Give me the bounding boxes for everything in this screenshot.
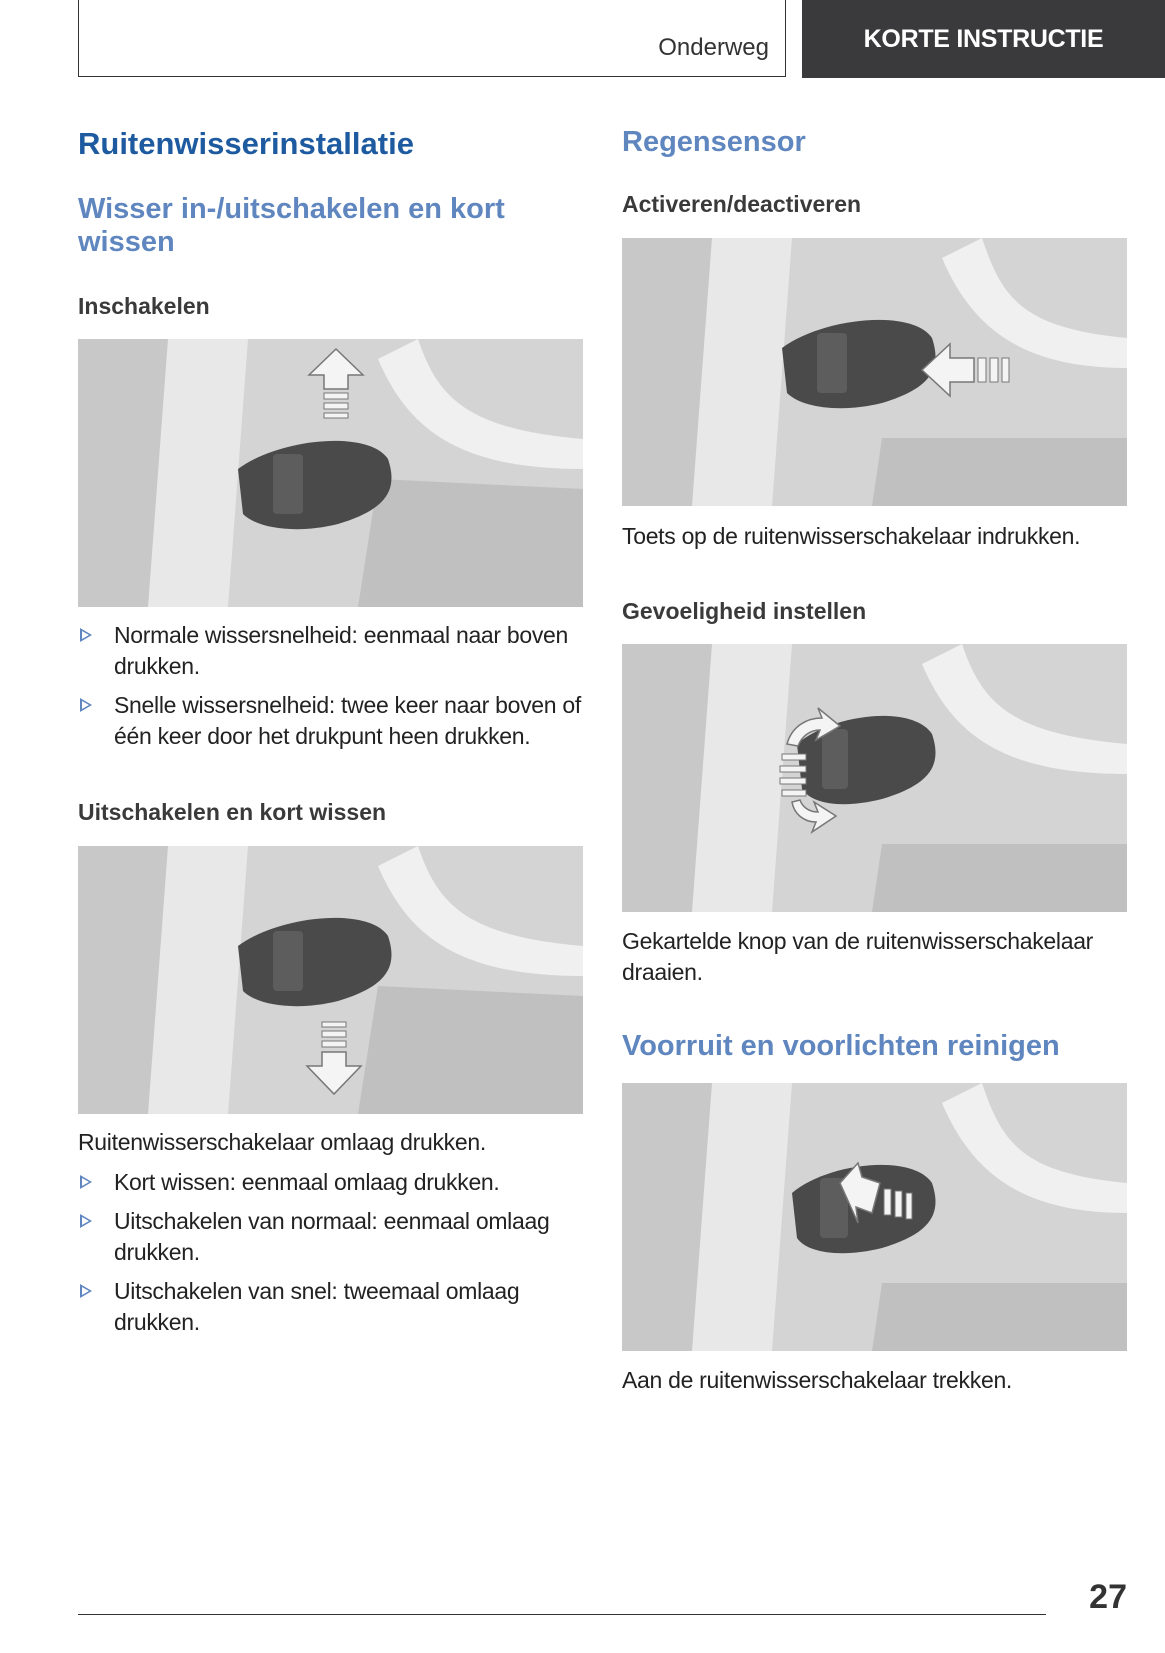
- heading-uitschakelen: Uitschakelen en kort wissen: [78, 799, 387, 825]
- page-title: Ruitenwisserinstallatie: [78, 126, 414, 161]
- voorruit-caption: Aan de ruitenwisserschakelaar trekken.: [622, 1367, 1013, 1393]
- page-number: 27: [1089, 1578, 1127, 1616]
- stalk-illustration: [622, 644, 1127, 912]
- section-title-voorruit: Voorruit en voorlichten reinigen: [622, 1030, 1060, 1062]
- list-item: Normale wissersnelheid: eenmaal naar boven drukken.: [78, 620, 583, 682]
- header-box: [78, 0, 786, 77]
- list-item: Kort wissen: eenmaal omlaag drukken.: [78, 1167, 583, 1198]
- bullet-triangle-icon: [80, 1214, 92, 1228]
- activeren-caption: Toets op de ruitenwisserschakelaar indrukken.: [622, 523, 1081, 549]
- footer-divider: [78, 1614, 1046, 1615]
- stalk-illustration: [622, 1083, 1127, 1351]
- figure-inschakelen: [78, 339, 583, 607]
- section-title-wisser: Wisser in-/uitschakelen en kort wissen: [78, 193, 505, 258]
- gevoeligheid-caption: Gekartelde knop van de ruitenwisserschakelaar draaien.: [622, 928, 1094, 985]
- figure-voorruit: [622, 1083, 1127, 1351]
- figure-uitschakelen: [78, 846, 583, 1114]
- heading-gevoeligheid: Gevoeligheid instellen: [622, 598, 867, 624]
- bullets-uitschakelen: [78, 1167, 583, 1346]
- section-title-regensensor: Regensensor: [622, 126, 806, 158]
- bullet-triangle-icon: [80, 698, 92, 712]
- bullets-inschakelen: [78, 620, 583, 760]
- bullet-triangle-icon: [80, 628, 92, 642]
- stalk-illustration: [622, 238, 1127, 506]
- heading-activeren: Activeren/deactiveren: [622, 191, 862, 217]
- heading-inschakelen: Inschakelen: [78, 293, 210, 319]
- figure-gevoeligheid: [622, 644, 1127, 912]
- list-item: Uitschakelen van snel: tweemaal omlaag drukken.: [78, 1276, 583, 1338]
- uitschakelen-intro: Ruitenwisserschakelaar omlaag drukken.: [78, 1129, 486, 1155]
- bullet-triangle-icon: [80, 1284, 92, 1298]
- stalk-illustration: [78, 339, 583, 607]
- stalk-illustration: [78, 846, 583, 1114]
- list-item: Uitschakelen van normaal: eenmaal omlaag drukken.: [78, 1206, 583, 1268]
- header-section-label: Onderweg: [658, 34, 769, 61]
- list-item: Snelle wissersnelheid: twee keer naar boven of één keer door het drukpunt heen drukken.: [78, 690, 583, 752]
- figure-activeren: [622, 238, 1127, 506]
- bullet-triangle-icon: [80, 1175, 92, 1189]
- header-tab: KORTE INSTRUCTIE: [802, 0, 1165, 78]
